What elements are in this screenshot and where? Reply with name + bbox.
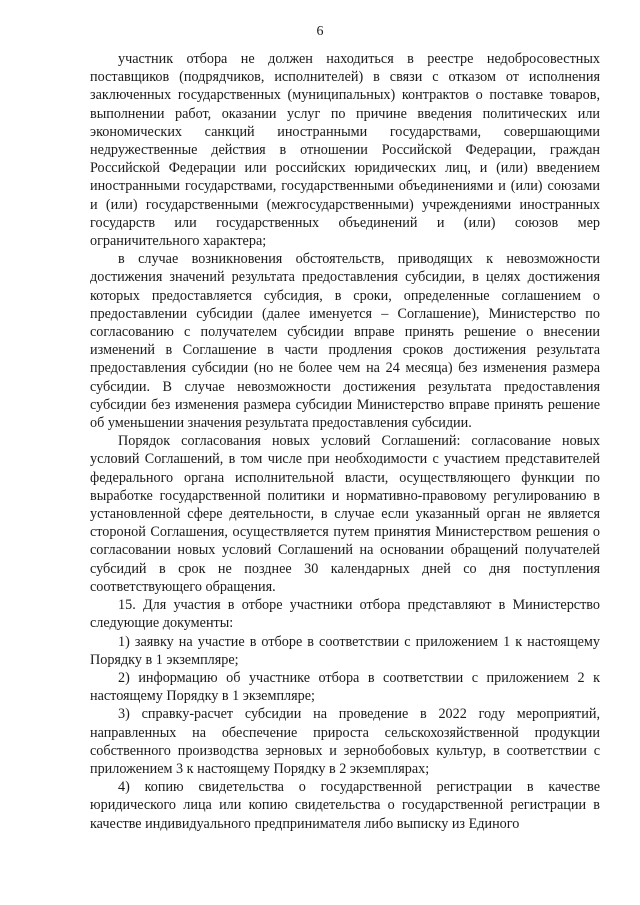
paragraph-agreement-procedure: Порядок согласования новых условий Соглашений: согласование новых условий Соглашений, в том числе при необходимости с участием представителей федерального органа исполнительной власти, осуществляющего функции по выработке государственной политики и нормативно-правовому регулированию в установленной сфере деятельности, в случае если указанный орган не является стороной Соглашения, осуществляется путем принятия Министерством решения о согласовании новых условий Соглашений на основании обращений получателей субсидий в срок не позднее 30 календарных дней со дня поступления соответствующего обращения.: [90, 433, 600, 595]
list-item-participant-info: 2) информацию об участнике отбора в соответствии с приложением 2 к настоящему Порядку в 1 экземпляре;: [90, 669, 600, 705]
paragraph-registry-requirement: участник отбора не должен находиться в реестре недобросовестных поставщиков (подрядчиков, исполнителей) в связи с отказом от исполнения заключенных государственных (муниципальных) контрактов о поставке товаров, выполнении работ, оказании услуг по причине введения политических или экономических санкций иностранными государствами, совершающими недружественные действия в отношении Российской Федерации, граждан Российской Федерации или российских юридических лиц, и (или) введением иностранными государствами, государственными объединениями и (или) союзами и (или) государственными (межгосударственными) учреждениями иностранных государств или государственных объединений и (или) союзов мер ограничительного характера;: [90, 51, 600, 250]
document-body: [90, 50, 600, 833]
list-item-application: 1) заявку на участие в отборе в соответствии с приложением 1 к настоящему Порядку в 1 экземпляре;: [90, 633, 600, 668]
paragraph-circumstances: в случае возникновения обстоятельств, приводящих к невозможности достижения значений результата предоставления субсидии, в целях достижения которых предоставляется субсидия, в сроки, определенные соглашением о предоставлении субсидии (далее именуется – Соглашение), Министерство по согласованию с получателем субсидии вправе принять решение о внесении изменений в Соглашение в части продления сроков достижения результата предоставления субсидии (но не более чем на 24 месяца) без изменения размера субсидии. В случае невозможности достижения результата предоставления субсидии без изменения размера субсидии Министерство вправе принять решение об уменьшении значения результата предоставления субсидии.: [90, 251, 600, 432]
list-item-subsidy-calculation: 3) справку-расчет субсидии на проведение в 2022 году мероприятий, направленных на обеспечение прироста сельскохозяйственной продукции собственного производства зерновых и зернобобовых культур, в соответствии с приложением 3 к настоящему Порядку в 2 экземплярах;: [90, 706, 600, 777]
list-item-registration-certificate: 4) копию свидетельства о государственной регистрации в качестве юридического лица или копию свидетельства о государственной регистрации в качестве индивидуального предпринимателя либо выписку из Единого: [90, 779, 600, 832]
page-number: 6: [316, 24, 324, 39]
paragraph-documents-intro: 15. Для участия в отборе участники отбора представляют в Министерство следующие документы:: [90, 597, 600, 632]
